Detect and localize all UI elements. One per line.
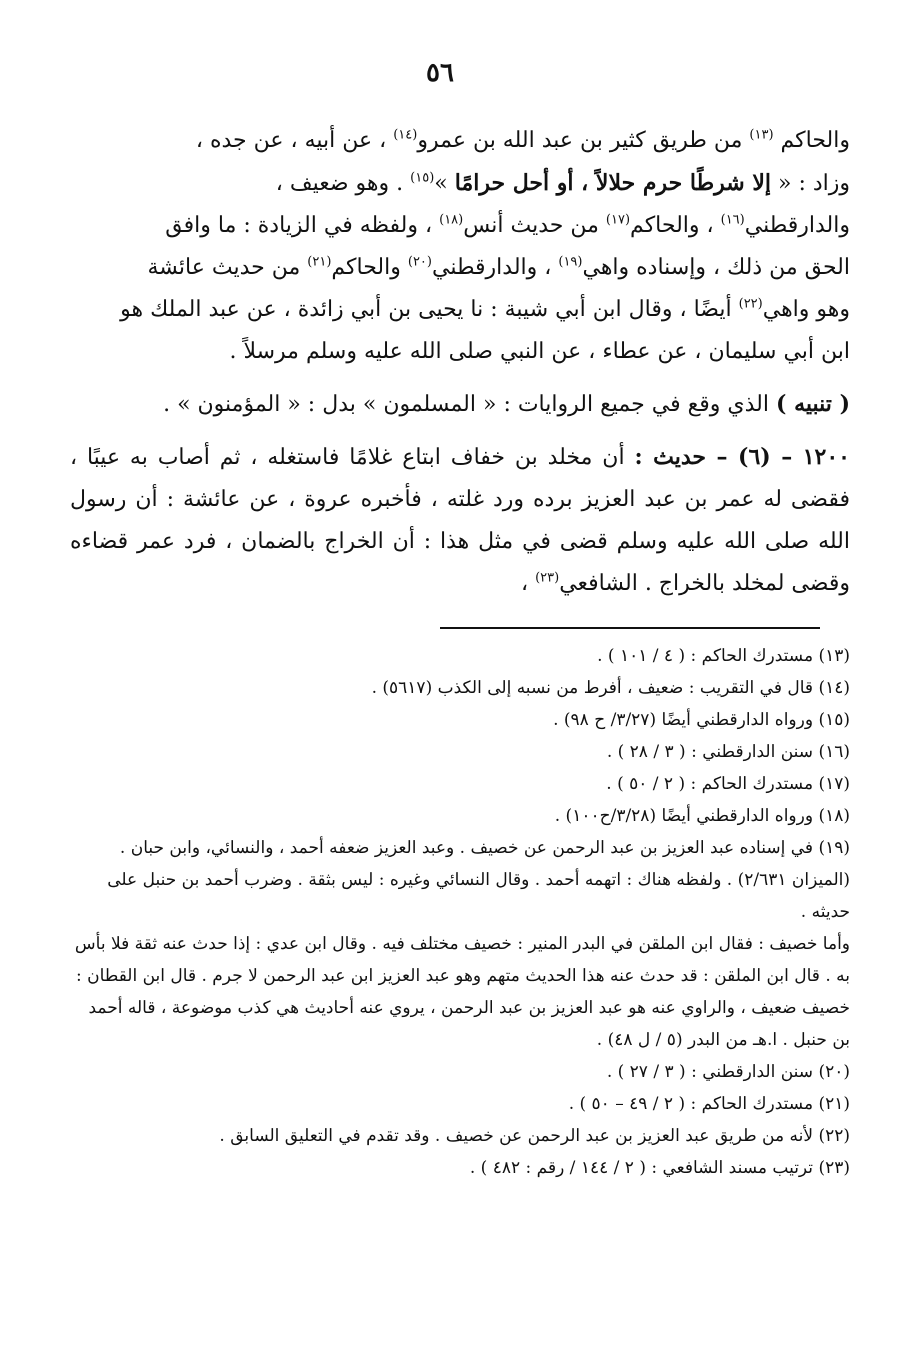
text-run: ، عن أبيه ، عن جده ، (195, 128, 387, 153)
footnote-text: ورواه الدارقطني أيضًا (٣/٢٧/ ح ٩٨) . (553, 710, 814, 730)
text-run: . وهو ضعيف ، (275, 171, 404, 196)
footnote-ref[interactable]: (١٥) (410, 170, 435, 186)
text-run: وزاد : « (777, 171, 850, 196)
footnote-number: (٢٢) (818, 1126, 850, 1146)
tanbih-note (70, 383, 850, 426)
main-line-5 (70, 289, 850, 331)
footnote (70, 768, 850, 800)
text-run: ، والحاكم (630, 213, 714, 238)
hadith-text: أن مخلد بن خفاف ابتاع غلامًا فاستغله ، ثم أصاب به عيبًا ، فقضى له عمر بن عبد العزيز برده ورد غلته ، فأخبره عروة ، عن عائشة : أن رسول الله صلى الله عليه وسلم قضى في مثل هذا : أن الخراج بالضمان ، فرد عمر قضاءه وقضى لمخلد بالخراج . الشافعي (70, 445, 850, 596)
page-number: ٥٦ (426, 58, 454, 88)
text-run: من حديث عائشة (147, 255, 301, 280)
footnote-divider (440, 627, 820, 629)
footnote-text: ترتيب مسند الشافعي : ( ٢ / ١٤٤ / رقم : ٤٨٢ ) . (469, 1158, 814, 1178)
footnote-text: مستدرك الحاكم : ( ٢ / ٤٩ – ٥٠ ) . (568, 1094, 814, 1114)
text-run: ، والدارقطني (432, 255, 552, 280)
main-line-2 (70, 162, 850, 205)
footnote-text: قال في التقريب : ضعيف ، أفرط من نسبه إلى الكذب (٥٦١٧) . (371, 678, 814, 698)
quoted-phrase: إلا شرطًا حرم حلالاً ، أو أحل حرامًا (454, 170, 771, 196)
footnote-ref[interactable]: (١٩) (558, 254, 583, 270)
footnote-number: (١٤) (818, 678, 850, 698)
tanbih-text: الذي وقع في جميع الروايات : « المسلمون » بدل : « المؤمنون » . (163, 392, 770, 417)
main-line-6: ابن أبي سليمان ، عن عطاء ، عن النبي صلى الله عليه وسلم مرسلاً . (229, 339, 850, 364)
text-run: وهو واهي (762, 297, 850, 322)
main-text (70, 120, 850, 605)
hadith-number: ١٢٠٠ – (٦) – حديث : (634, 444, 850, 470)
text-run: الحق من ذلك ، وإسناده واهي (582, 255, 850, 280)
footnote-number: (١٩) (818, 838, 850, 858)
footnote-ref[interactable]: (١٧) (605, 212, 631, 228)
footnote-number: (١٥) (818, 710, 850, 730)
main-line-3 (70, 205, 850, 247)
text-run: » (434, 171, 448, 196)
footnote-number: (١٧) (818, 774, 850, 794)
footnote-ref[interactable]: (٢١) (307, 254, 332, 270)
hadith-entry (70, 436, 850, 605)
main-line-1 (70, 120, 850, 162)
footnote (70, 1088, 850, 1120)
text-run: أيضًا ، وقال ابن أبي شيبة : نا يحيى بن أبي زائدة ، عن عبد الملك هو (120, 297, 732, 322)
footnote-ref[interactable]: (٢٣) (535, 570, 560, 586)
text-run: والحاكم (331, 255, 401, 280)
footnote-number: (١٣) (818, 646, 850, 666)
footnote (70, 704, 850, 736)
footnote (70, 832, 850, 928)
footnote-text: في إسناده عبد العزيز بن عبد الرحمن عن خصيف . وعبد العزيز ضعفه أحمد ، والنسائي، وابن حبان . (الميزان ٢/٦٣١) . ولفظه هناك : اتهمه أحمد . وقال النسائي وغيره : ليس بثقة . وضرب أحمد بن حنبل على حديثه . (107, 838, 850, 922)
footnote-ref[interactable]: (١٦) (720, 212, 745, 228)
footnote-ref[interactable]: (١٤) (393, 127, 418, 143)
footnote-text: لأنه من طريق عبد العزيز بن عبد الرحمن عن خصيف . وقد تقدم في التعليق السابق . (219, 1126, 814, 1146)
footnote-text: سنن الدارقطني : ( ٣ / ٢٧ ) . (606, 1062, 814, 1082)
footnote-number: (٢٠) (818, 1062, 850, 1082)
footnote-number: (١٨) (818, 806, 850, 826)
footnote-ref[interactable]: (٢٢) (738, 296, 763, 312)
footnote-number: (١٦) (818, 742, 850, 762)
footnote (70, 1056, 850, 1088)
footnote (70, 640, 850, 672)
footnote (70, 672, 850, 704)
tanbih-label: ( تنبيه ) (776, 391, 850, 417)
main-line-4 (70, 247, 850, 289)
footnote (70, 1152, 850, 1184)
footnote-ref[interactable]: (١٨) (439, 212, 464, 228)
text-run: من حديث أنس (463, 213, 599, 238)
footnote-text: ورواه الدارقطني أيضًا (٣/٢٨/ح١٠٠) . (554, 806, 814, 826)
footnote-number: (٢١) (818, 1094, 850, 1114)
text-run: ، ولفظه في الزيادة : ما وافق (165, 213, 433, 238)
footnote-ref[interactable]: (٢٠) (407, 254, 432, 270)
footnote-text: مستدرك الحاكم : ( ٤ / ١٠١ ) . (597, 646, 814, 666)
footnote-text: وأما خصيف : فقال ابن الملقن في البدر المنير : خصيف مختلف فيه . وقال ابن عدي : إذا حدث عنه ثقة فلا بأس به . قال ابن الملقن : قد حدث عنه هذا الحديث متهم وهو عبد العزيز ابن عبد الرحمن لا جرم . قال ابن القطان : خصيف ضعيف ، والراوي عنه هو عبد العزيز بن عبد الرحمن ، يروي عنه أحاديث هي كذب موضوعة ، قاله أحمد بن حنبل . ا.هـ من البدر (٥ / ل ٤٨) . (74, 934, 850, 1050)
footnote-number: (٢٣) (818, 1158, 850, 1178)
footnotes (70, 640, 850, 1184)
text-run: والدارقطني (744, 213, 850, 238)
footnote-ref[interactable]: (١٣) (749, 127, 774, 143)
text-run: ، (520, 571, 529, 596)
footnote (70, 1120, 850, 1152)
footnote (70, 736, 850, 768)
footnote-continuation (70, 928, 850, 1056)
footnote (70, 800, 850, 832)
text-run: من طريق كثير بن عبد الله بن عمرو (417, 128, 743, 153)
text-run: والحاكم (780, 128, 850, 153)
footnote-text: مستدرك الحاكم : ( ٢ / ٥٠ ) . (606, 774, 814, 794)
footnote-text: سنن الدارقطني : ( ٣ / ٢٨ ) . (606, 742, 814, 762)
